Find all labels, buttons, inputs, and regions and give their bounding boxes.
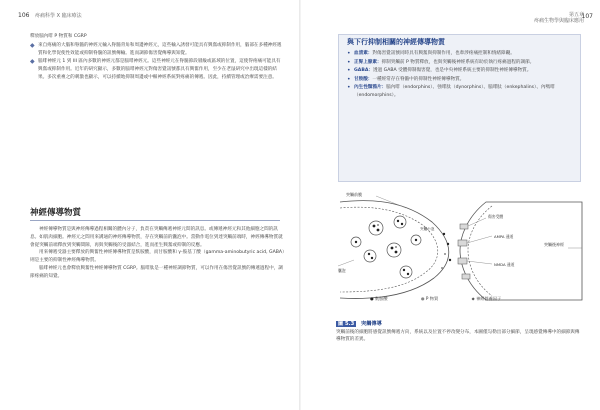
info-item-text: 抑制突觸前 P 物質釋放，也與突觸後神經系統有助於執行疼痛過程的調節。 [381,59,535,65]
info-box-title: 與下行抑制相關的神經傳導物質 [347,38,445,46]
bullet-icon: ◆ [30,41,35,49]
label-postsynaptic: 突觸後神經 [544,242,564,247]
legend-item: ● P 物質 [420,296,439,301]
bullet-icon: • [347,58,351,66]
legend-item: ● 麩胺酸 [370,296,388,301]
legend-label: 神經營養因子 [476,296,502,301]
info-item-term: 內生性類鴉片： [354,85,387,91]
caption-title [336,320,581,327]
info-item-text: 一種經常存在脊髓中的抑制性神經傳導物質。 [372,76,465,82]
caption-title-text: 突觸傳導 [361,321,382,327]
caption-text: 突觸前後的細胞將感覺訊號傳遞方向，系統以及位置不停改變分布，本圖僅勾勒出部分細節，呈現感覺傳導中的細節與傳導物質的差異。 [336,330,580,342]
info-item-text: 對傷害覺訊號同時具有興奮與抑制作用，也牽涉疼痛控制和情緒障礙。 [372,51,515,56]
bullet-icon: ◆ [30,58,35,66]
label-vesicle: 囊泡 [338,268,346,273]
bullet-2-text: 腦啡神經元 1 到 III 區內多數的神經元都是腦啡神經元。這些神經元在脊髓節段層級或區域的位置，這使得疼痛可能具有興奮或抑制作用。近年的研究顯示，多數的腦啡神經元對傷害覺訊號都具有興奮作用，至少在老鼠研究中出現這樣的結果。多次重複之的刺激也顯示，可以持續地抑制周邊或中樞神經系統對疼痛的傳遞。因此，持續管理或治療需要注意。 [38,59,281,80]
bullet-2 [30,58,285,81]
right-head-title: 疼痛生物學與臨床應用 [533,18,584,24]
info-item-term: 血清素： [354,51,373,56]
info-item [347,84,572,99]
postsynaptic-membrane [460,202,582,300]
bullet-1 [30,42,285,58]
label-small-vesicle: 突觸小泡 [420,227,435,231]
bullet-icon: • [347,75,351,83]
section-body [30,226,285,281]
bullet-icon: • [347,50,351,57]
figure-legend [370,296,533,302]
info-item-text: 透過 GABA 受體抑制傷害覺，也是中央神經系統主要的抑制性神經傳導物質。 [372,68,532,74]
caption-label: 圖 5.3 [338,321,355,327]
bullet-icon: • [347,84,351,92]
legend-item: ◆ 神經營養因子 [471,296,502,301]
legend-label: P 物質 [425,296,439,301]
bullet-1-text: 來自疼痛的大腦和脊髓的神經元輸入脊髓背角和周邊神經元，這些輸入誘發可能具有興奮或抑制作用，腦部在多種神經遞質和化學促使性效能或抑制脊髓的訊號傳輸。進而調節傷害覺傳導與知覺。 [38,42,282,56]
right-running-head [533,12,593,24]
info-box [338,34,581,182]
legend-label: 麩胺酸 [375,296,388,301]
bullet-icon: • [347,67,351,75]
section-title: 神經傳導物質 [30,208,82,218]
figure-caption [336,320,581,343]
label-nmda: NMDA 通道 [494,262,515,267]
right-head-chapter: 第五章 [568,12,584,18]
info-item [347,76,572,83]
info-item-term: GABA： [354,68,373,74]
section-paragraph-1: 神經傳導物質是與神經傳導過程相關的體內分子，負責在突觸傳遞神經元間的訊息。或傳遞神經元和其他細胞之間的訊息。如肌肉細胞。神經元之間用來溝通的神經傳導物質，存在突觸前的囊泡中。當動作電位到達突觸前端時，神經傳導物質就會從突觸前端釋放到突觸間隙，再與突觸後的受器結合，進而產生興奮或抑制的反應。 [30,227,283,248]
top-paragraph: 釋放腦內啡 P 物質和 CGRP [30,34,87,39]
left-running-head [18,12,82,19]
left-intro-block [30,33,285,82]
section-paragraph-3: 腦啡神經元也會釋放興奮性神經傳導物質 CGRP。腦啡肽是一種神經調節物質，可以作用在傷害覺訊號的傳遞過程中，調節疼痛的知覺。 [30,265,283,279]
info-item [347,67,572,74]
info-item-term: 正腎上腺素： [354,59,382,65]
info-item-text: 腦內啡（endorphins）、強啡肽（dynorphins）、腦啡肽（enkephalins）、內嗎啡（endomorphins）。 [354,85,555,98]
info-item [347,59,572,66]
label-receptor: 傷害受體 [488,214,504,219]
right-page-number: 107 [581,13,593,20]
left-page-number: 106 [18,12,30,19]
section-paragraph-2: 用來傳遞受器主要釋放的興奮性神經傳導物質是麩胺酸，而甘胺酸和 γ-胺基丁酸（gamma-aminobutyric acid, GABA）則是主要的抑制性神經傳導物質。 [30,250,285,264]
label-presynaptic: 突觸前膜 [346,192,362,197]
left-head-title: 疼痛科學 X 臨床療法 [35,13,82,19]
section-divider [30,220,280,221]
info-item [347,50,572,57]
info-box-list [347,50,572,100]
info-item-term: 甘胺酸： [354,76,373,82]
label-ampa: AMPA 通道 [494,234,514,239]
